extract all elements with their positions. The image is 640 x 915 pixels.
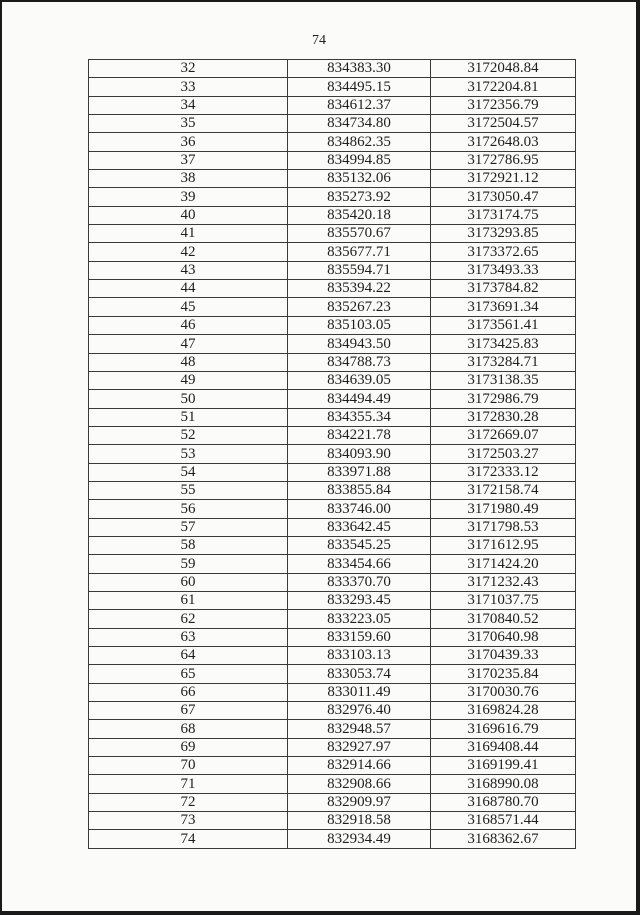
table-row	[89, 170, 576, 188]
table-row	[89, 573, 576, 591]
y-coordinate-cell: 3171037.75	[431, 591, 576, 609]
y-coordinate-cell: 3172504.57	[431, 115, 576, 133]
table-row	[89, 353, 576, 371]
x-coordinate-cell: 833642.45	[288, 518, 431, 536]
point-number-cell: 51	[89, 408, 288, 426]
y-coordinate-cell: 3169199.41	[431, 757, 576, 775]
x-coordinate-cell: 834093.90	[288, 445, 431, 463]
y-coordinate-cell: 3173284.71	[431, 353, 576, 371]
point-number-cell: 47	[89, 335, 288, 353]
x-coordinate-cell: 834862.35	[288, 133, 431, 151]
x-coordinate-cell: 834494.49	[288, 390, 431, 408]
table-row	[89, 335, 576, 353]
x-coordinate-cell: 833223.05	[288, 610, 431, 628]
y-coordinate-cell: 3173561.41	[431, 316, 576, 334]
point-number-cell: 66	[89, 683, 288, 701]
y-coordinate-cell: 3169824.28	[431, 702, 576, 720]
point-number-cell: 41	[89, 225, 288, 243]
table-row	[89, 96, 576, 114]
table-row	[89, 133, 576, 151]
x-coordinate-cell: 835267.23	[288, 298, 431, 316]
y-coordinate-cell: 3170235.84	[431, 665, 576, 683]
x-coordinate-cell: 834612.37	[288, 96, 431, 114]
x-coordinate-cell: 834788.73	[288, 353, 431, 371]
x-coordinate-cell: 832934.49	[288, 830, 431, 848]
x-coordinate-cell: 832976.40	[288, 702, 431, 720]
point-number-cell: 59	[89, 555, 288, 573]
y-coordinate-cell: 3172669.07	[431, 426, 576, 444]
point-number-cell: 55	[89, 481, 288, 499]
table-row	[89, 518, 576, 536]
y-coordinate-cell: 3171798.53	[431, 518, 576, 536]
y-coordinate-cell: 3168571.44	[431, 812, 576, 830]
point-number-cell: 68	[89, 720, 288, 738]
table-row	[89, 610, 576, 628]
x-coordinate-cell: 835420.18	[288, 206, 431, 224]
y-coordinate-cell: 3168780.70	[431, 793, 576, 811]
point-number-cell: 36	[89, 133, 288, 151]
point-number-cell: 58	[89, 536, 288, 554]
x-coordinate-cell: 833293.45	[288, 591, 431, 609]
x-coordinate-cell: 834495.15	[288, 78, 431, 96]
table-row	[89, 812, 576, 830]
point-number-cell: 45	[89, 298, 288, 316]
table-row	[89, 463, 576, 481]
table-row	[89, 445, 576, 463]
table-row	[89, 738, 576, 756]
x-coordinate-cell: 834383.30	[288, 60, 431, 78]
point-number-cell: 70	[89, 757, 288, 775]
y-coordinate-cell: 3168362.67	[431, 830, 576, 848]
table-row	[89, 243, 576, 261]
table-row	[89, 78, 576, 96]
point-number-cell: 34	[89, 96, 288, 114]
x-coordinate-cell: 833454.66	[288, 555, 431, 573]
point-number-cell: 43	[89, 261, 288, 279]
table-row	[89, 683, 576, 701]
x-coordinate-cell: 833053.74	[288, 665, 431, 683]
y-coordinate-cell: 3172048.84	[431, 60, 576, 78]
point-number-cell: 69	[89, 738, 288, 756]
y-coordinate-cell: 3172503.27	[431, 445, 576, 463]
y-coordinate-cell: 3173138.35	[431, 371, 576, 389]
point-number-cell: 38	[89, 170, 288, 188]
point-number-cell: 50	[89, 390, 288, 408]
point-number-cell: 54	[89, 463, 288, 481]
table-row	[89, 298, 576, 316]
point-number-cell: 32	[89, 60, 288, 78]
x-coordinate-cell: 833545.25	[288, 536, 431, 554]
x-coordinate-cell: 833746.00	[288, 500, 431, 518]
y-coordinate-cell: 3172921.12	[431, 170, 576, 188]
point-number-cell: 46	[89, 316, 288, 334]
x-coordinate-cell: 834639.05	[288, 371, 431, 389]
table-row	[89, 60, 576, 78]
table-row	[89, 225, 576, 243]
document-page	[2, 2, 636, 911]
x-coordinate-cell: 833855.84	[288, 481, 431, 499]
y-coordinate-cell: 3170840.52	[431, 610, 576, 628]
table-row	[89, 261, 576, 279]
y-coordinate-cell: 3173425.83	[431, 335, 576, 353]
table-row	[89, 536, 576, 554]
point-number-cell: 42	[89, 243, 288, 261]
y-coordinate-cell: 3173293.85	[431, 225, 576, 243]
point-number-cell: 35	[89, 115, 288, 133]
table-row	[89, 115, 576, 133]
table-row	[89, 316, 576, 334]
table-row	[89, 426, 576, 444]
table-row	[89, 775, 576, 793]
y-coordinate-cell: 3173493.33	[431, 261, 576, 279]
x-coordinate-cell: 834994.85	[288, 151, 431, 169]
y-coordinate-cell: 3172830.28	[431, 408, 576, 426]
table-row	[89, 151, 576, 169]
page-number: 74	[312, 33, 326, 48]
point-number-cell: 62	[89, 610, 288, 628]
y-coordinate-cell: 3172333.12	[431, 463, 576, 481]
x-coordinate-cell: 835594.71	[288, 261, 431, 279]
y-coordinate-cell: 3169616.79	[431, 720, 576, 738]
x-coordinate-cell: 832914.66	[288, 757, 431, 775]
y-coordinate-cell: 3171424.20	[431, 555, 576, 573]
x-coordinate-cell: 832918.58	[288, 812, 431, 830]
x-coordinate-cell: 832927.97	[288, 738, 431, 756]
point-number-cell: 40	[89, 206, 288, 224]
x-coordinate-cell: 833011.49	[288, 683, 431, 701]
y-coordinate-cell: 3171612.95	[431, 536, 576, 554]
x-coordinate-cell: 835677.71	[288, 243, 431, 261]
x-coordinate-cell: 834221.78	[288, 426, 431, 444]
point-number-cell: 67	[89, 702, 288, 720]
point-number-cell: 44	[89, 280, 288, 298]
y-coordinate-cell: 3173174.75	[431, 206, 576, 224]
y-coordinate-cell: 3173784.82	[431, 280, 576, 298]
x-coordinate-cell: 835394.22	[288, 280, 431, 298]
x-coordinate-cell: 833971.88	[288, 463, 431, 481]
y-coordinate-cell: 3170439.33	[431, 647, 576, 665]
point-number-cell: 64	[89, 647, 288, 665]
y-coordinate-cell: 3172786.95	[431, 151, 576, 169]
x-coordinate-cell: 832948.57	[288, 720, 431, 738]
x-coordinate-cell: 834943.50	[288, 335, 431, 353]
coordinate-table-body	[89, 60, 576, 849]
table-row	[89, 481, 576, 499]
point-number-cell: 49	[89, 371, 288, 389]
table-row	[89, 591, 576, 609]
y-coordinate-cell: 3172986.79	[431, 390, 576, 408]
x-coordinate-cell: 832908.66	[288, 775, 431, 793]
table-row	[89, 702, 576, 720]
y-coordinate-cell: 3172204.81	[431, 78, 576, 96]
point-number-cell: 74	[89, 830, 288, 848]
point-number-cell: 37	[89, 151, 288, 169]
y-coordinate-cell: 3170030.76	[431, 683, 576, 701]
table-row	[89, 206, 576, 224]
table-row	[89, 390, 576, 408]
y-coordinate-cell: 3170640.98	[431, 628, 576, 646]
x-coordinate-cell: 835570.67	[288, 225, 431, 243]
table-row	[89, 647, 576, 665]
point-number-cell: 48	[89, 353, 288, 371]
table-row	[89, 555, 576, 573]
point-number-cell: 63	[89, 628, 288, 646]
x-coordinate-cell: 835103.05	[288, 316, 431, 334]
x-coordinate-cell: 835132.06	[288, 170, 431, 188]
y-coordinate-cell: 3171232.43	[431, 573, 576, 591]
x-coordinate-cell: 835273.92	[288, 188, 431, 206]
point-number-cell: 73	[89, 812, 288, 830]
table-row	[89, 628, 576, 646]
table-row	[89, 757, 576, 775]
table-row	[89, 188, 576, 206]
y-coordinate-cell: 3168990.08	[431, 775, 576, 793]
x-coordinate-cell: 832909.97	[288, 793, 431, 811]
x-coordinate-cell: 834355.34	[288, 408, 431, 426]
point-number-cell: 61	[89, 591, 288, 609]
y-coordinate-cell: 3172648.03	[431, 133, 576, 151]
point-number-cell: 65	[89, 665, 288, 683]
coordinate-table	[88, 59, 576, 849]
point-number-cell: 39	[89, 188, 288, 206]
y-coordinate-cell: 3173691.34	[431, 298, 576, 316]
y-coordinate-cell: 3169408.44	[431, 738, 576, 756]
x-coordinate-cell: 833159.60	[288, 628, 431, 646]
table-row	[89, 720, 576, 738]
table-row	[89, 665, 576, 683]
point-number-cell: 56	[89, 500, 288, 518]
x-coordinate-cell: 833370.70	[288, 573, 431, 591]
table-row	[89, 408, 576, 426]
x-coordinate-cell: 834734.80	[288, 115, 431, 133]
table-row	[89, 280, 576, 298]
table-row	[89, 830, 576, 848]
y-coordinate-cell: 3172356.79	[431, 96, 576, 114]
y-coordinate-cell: 3173372.65	[431, 243, 576, 261]
x-coordinate-cell: 833103.13	[288, 647, 431, 665]
point-number-cell: 53	[89, 445, 288, 463]
point-number-cell: 52	[89, 426, 288, 444]
table-row	[89, 371, 576, 389]
point-number-cell: 60	[89, 573, 288, 591]
y-coordinate-cell: 3171980.49	[431, 500, 576, 518]
table-row	[89, 793, 576, 811]
point-number-cell: 33	[89, 78, 288, 96]
y-coordinate-cell: 3172158.74	[431, 481, 576, 499]
point-number-cell: 57	[89, 518, 288, 536]
table-row	[89, 500, 576, 518]
point-number-cell: 71	[89, 775, 288, 793]
point-number-cell: 72	[89, 793, 288, 811]
y-coordinate-cell: 3173050.47	[431, 188, 576, 206]
